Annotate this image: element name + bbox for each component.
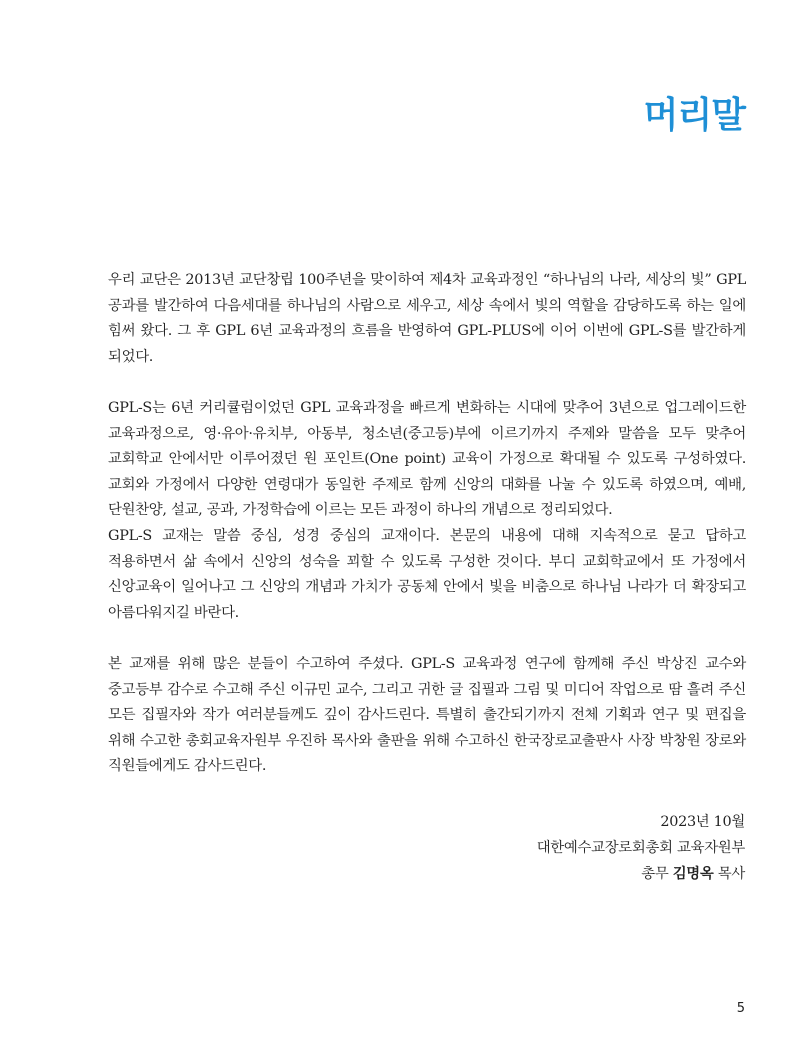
- signature-date: 2023년 10월: [660, 814, 745, 830]
- signer-honorific: 목사: [717, 866, 745, 882]
- signer-role: 총무: [641, 866, 669, 882]
- signature-block: [537, 809, 745, 887]
- paragraph-acknowledgements: 본 교재를 위해 많은 분들이 수고하여 주셨다. GPL-S 교육과정 연구에 함께해 주신 박상진 교수와 중고등부 감수로 수고해 주신 이규민 교수, 그리고 귀한 글 집필과 그림 및 미디어 작업으로 땀 흘려 주신 모든 집필자와 작가 여러분들께도 깊이 감사드린다. 특별히 출간되기까지 전체 기획과 연구 및 편집을 위해 수고한 총회교육자원부 우진하 목사와 출판을 위해 수고하신 한국장로교출판사 사장 박창원 장로와 직원들에게도 감사드린다.: [108, 655, 746, 775]
- page-title: 머리말: [643, 95, 745, 136]
- paragraph-spacer: [108, 626, 746, 652]
- preface-body: [108, 268, 746, 780]
- paragraph-intro: 우리 교단은 2013년 교단창립 100주년을 맞이하여 제4차 교육과정인 “하나님의 나라, 세상의 빛” GPL 공과를 발간하여 다음세대를 하나님의 사람으로 세우고, 세상 속에서 빛의 역할을 감당하도록 하는 일에 힘써 왔다. 그 후 GPL 6년 교육과정의 흐름을 반영하여 GPL-PLUS에 이어 이번에 GPL-S를 발간하게 되었다.: [108, 272, 746, 365]
- signature-signer: [537, 861, 745, 887]
- page-number: 5: [736, 1001, 745, 1016]
- paragraph-spacer: [108, 370, 746, 396]
- paragraph-curriculum: GPL-S는 6년 커리큘럼이었던 GPL 교육과정을 빠르게 변화하는 시대에 맞추어 3년으로 업그레이드한 교육과정으로, 영·유아·유치부, 아동부, 청소년(중고등)부에 이르기까지 주제와 말씀을 모두 맞추어 교회학교 안에서만 이루어졌던 원 포인트(One point) 교육이 가정으로 확대될 수 있도록 구성하였다. 교회와 가정에서 다양한 연령대가 동일한 주제로 함께 신앙의 대화를 나눌 수 있도록 하였으며, 예배, 단원찬양, 설교, 공과, 가정학습에 이르는 모든 과정이 하나의 개념으로 정리되었다.: [108, 399, 746, 519]
- signature-organization: 대한예수교장로회총회 교육자원부: [536, 840, 745, 856]
- paragraph-textbook: GPL-S 교재는 말씀 중심, 성경 중심의 교재이다. 본문의 내용에 대해 지속적으로 묻고 답하고 적용하면서 삶 속에서 신앙의 성숙을 꾀할 수 있도록 구성한 것이다. 부디 교회학교에서 또 가정에서 신앙교육이 일어나고 그 신앙의 개념과 가치가 공동체 안에서 빛을 비춤으로 하나님 나라가 더 확장되고 아름다워지길 바란다.: [108, 527, 746, 621]
- signer-name: 김명옥: [672, 866, 714, 882]
